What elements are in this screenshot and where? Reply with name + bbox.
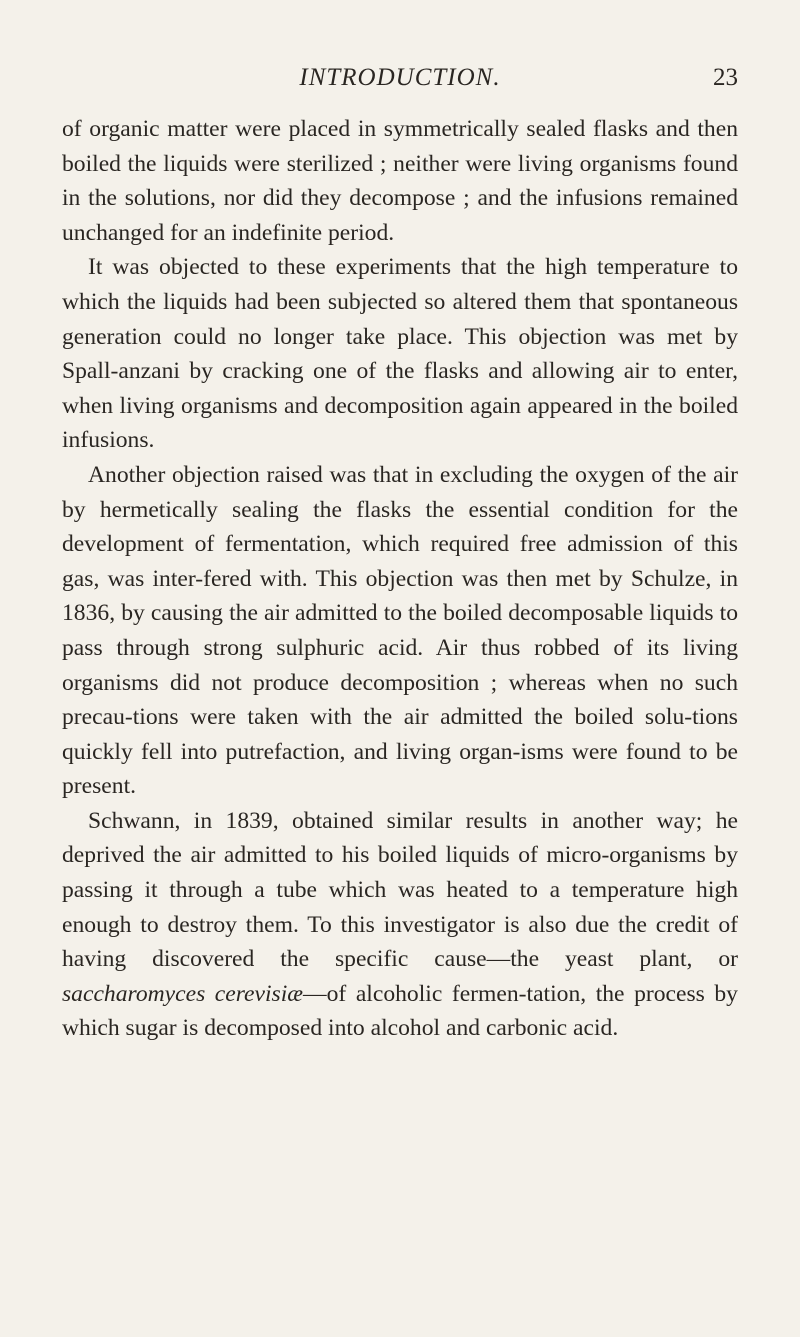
body-text bbox=[62, 112, 738, 1046]
running-title: INTRODUCTION. bbox=[299, 64, 501, 91]
paragraph-3: Another objection raised was that in excluding the oxygen of the air by hermetically sealing the flasks the essential condition for the development of fermentation, which required free admission of this gas, was inter-fered with. This objection was then met by Schulze, in 1836, by causing the air admitted to the boiled decomposable liquids to pass through strong sulphuric acid. Air thus robbed of its living organisms did not produce decomposition ; whereas when no such precau-tions were taken with the air admitted the boiled solu-tions quickly fell into putrefaction, and living organ-isms were found to be present. bbox=[62, 461, 738, 800]
paragraph-4-text-before: Schwann, in 1839, obtained similar results in another way; he deprived the air admitted to his boiled liquids of micro-organisms by passing it through a tube which was heated to a temperature high enough to destroy them. To this investigator is also due the credit of having discovered the specific cause—the yeast plant, or bbox=[62, 807, 738, 973]
paragraph-2: It was objected to these experiments that the high temperature to which the liquids had been subjected so altered them that spontaneous generation could no longer take place. This objection was met by Spall-anzani by cracking one of the flasks and allowing air to enter, when living organisms and decomposition again appeared in the boiled infusions. bbox=[62, 254, 738, 454]
page-number: 23 bbox=[713, 64, 738, 91]
paragraph-4-text-after: —of alcoholic fermen-tation, the process by which sugar is decomposed into alcohol and carbonic acid. bbox=[62, 980, 738, 1042]
species-name: saccharomyces cerevisiæ bbox=[62, 980, 304, 1007]
paragraph-4 bbox=[62, 804, 738, 1046]
running-head bbox=[62, 42, 738, 91]
paragraph-1: of organic matter were placed in symmetrically sealed flasks and then boiled the liquids were sterilized ; neither were living organisms found in the solutions, nor did they decompose ; and the infusions remained unchanged for an indefinite period. bbox=[62, 116, 738, 246]
